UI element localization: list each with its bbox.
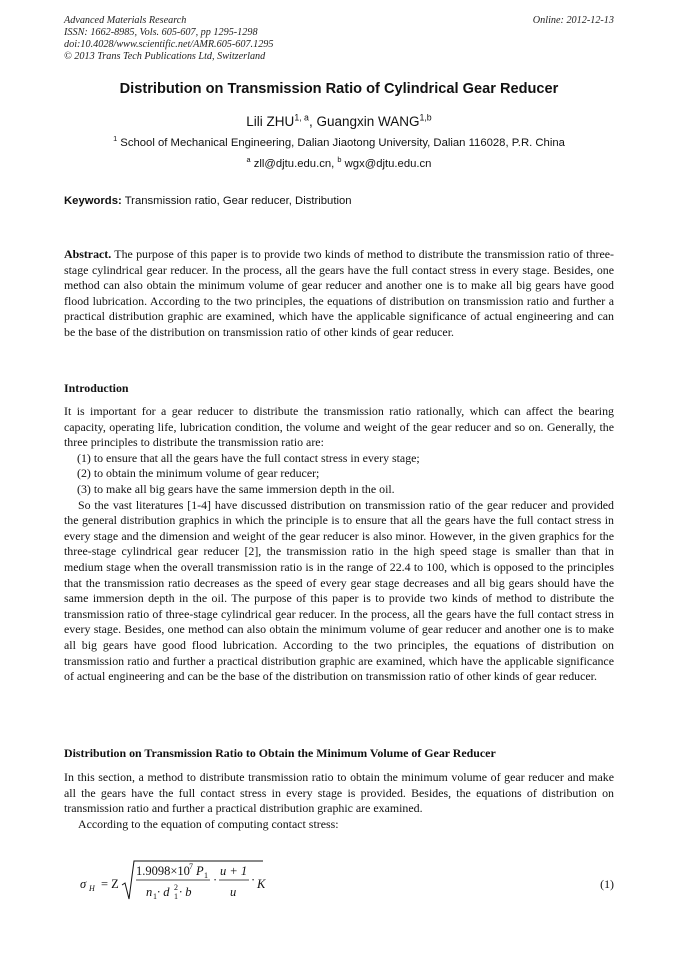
eq-den-n: n bbox=[146, 885, 153, 899]
eq-num-coef: 1.9098×10 bbox=[136, 864, 190, 878]
affiliation-sup: 1 bbox=[113, 134, 118, 144]
eq-sigma-sub: H bbox=[89, 884, 95, 893]
eq-num-p-sub: 1 bbox=[204, 871, 208, 880]
abstract-text: The purpose of this paper is to provide two kinds of method to distribute the transmission ratio of three-stage cylindrical gear reducer. In the process, all the gears have the full contact stress in every stage. Besides, one method can also obtain the minimum volume of gear reducer and another one is to make all big gears have good flood lubrication. According to the two principles, the equations of distribution on transmission ratio and further a practical distribution graphic are examined, which have the applicable significance of actual engineering and can be the base of the distribution on transmission ratio of other kinds of gear reducer. bbox=[64, 247, 614, 339]
email-b-sup: b bbox=[337, 155, 342, 165]
email-a-sup: a bbox=[246, 155, 251, 165]
email-b: wgx@djtu.edu.cn bbox=[341, 158, 432, 170]
intro-paragraph-2: So the vast literatures [1-4] have discussed distribution on transmission ratio of the gear reducer and provided the general distribution graphics in which the principle is to ensure that all the gears have the full contact stress in every stage and the dimension and weight of the gear reducer is also minor. However, in the given graphics for the three-stage cylindrical gear reducer [2], the transmission ratio in the high speed stage is smaller than that in medium stage when the overall transmission ratio is in the range of 22.4 to 100, which is opposed to the principles that the transmission ratio decreases as the speed of every gear stage decreases and all big gears should have the same immersion depth in the oil. The purpose of this paper is to provide two kinds of method to distribute the transmission ratio of three-stage cylindrical gear reducer. In the process, all the gears have the full contact stress in every stage. Besides, one method can also obtain the minimum volume of gear reducer and another one is to make all big gears have good flood lubrication. According to the two principles, the equations of distribution on transmission ratio and further a practical distribution graphic are examined, which have the applicable significance of actual engineering and can be the base of the distribution on transmission ratio of other kinds of gear reducer. bbox=[64, 497, 614, 684]
affiliation-text: School of Mechanical Engineering, Dalian Jiaotong University, Dalian 116028, P.R. China bbox=[117, 137, 565, 149]
eq-frac2-den: u bbox=[230, 885, 237, 899]
keywords-label: Keywords: bbox=[64, 195, 122, 207]
contact-stress-equation bbox=[78, 858, 618, 904]
eq-dot-2: · bbox=[251, 873, 256, 887]
keywords bbox=[64, 195, 614, 207]
eq-equals-z: = Z bbox=[101, 877, 119, 891]
introduction-body bbox=[64, 404, 614, 685]
intro-list-item-3: (3) to make all big gears have the same immersion depth in the oil. bbox=[77, 481, 395, 496]
eq-frac2-num: u + 1 bbox=[220, 864, 248, 878]
eq-den-b: · b bbox=[179, 885, 192, 899]
eq-den-d: · d bbox=[157, 885, 170, 899]
eq-den-d-sup: 2 bbox=[174, 883, 178, 892]
eq-dot-1: · bbox=[213, 873, 218, 887]
doi-line: doi:10.4028/www.scientific.net/AMR.605-607.1295 bbox=[64, 39, 274, 50]
eq-den-d-sub: 1 bbox=[174, 892, 178, 901]
section-1-paragraph-1: In this section, a method to distribute transmission ratio to obtain the minimum volume of gear reducer and make all the gears have the full contact stress in every stage is provided. Besides, the equations of distribution on transmission ratio and further a practical distribution graphic are examined. bbox=[64, 770, 614, 816]
section-1-heading: Distribution on Transmission Ratio to Obtain the Minimum Volume of Gear Reducer bbox=[64, 746, 496, 760]
author-1-sup: 1, a bbox=[294, 112, 309, 123]
issn-line: ISSN: 1662-8985, Vols. 605-607, pp 1295-1298 bbox=[64, 27, 258, 38]
keywords-text: Transmission ratio, Gear reducer, Distribution bbox=[121, 195, 352, 207]
eq-sigma: σ bbox=[80, 877, 87, 891]
eq-num-exp: 7 bbox=[189, 862, 193, 871]
paper-title: Distribution on Transmission Ratio of Cylindrical Gear Reducer bbox=[119, 81, 559, 97]
introduction-heading: Introduction bbox=[64, 381, 129, 395]
eq-k: K bbox=[257, 877, 266, 891]
section-1-paragraph-2: According to the equation of computing contact stress: bbox=[78, 816, 339, 831]
abstract bbox=[64, 247, 614, 341]
equation-number: (1) bbox=[600, 877, 614, 891]
section-1-body bbox=[64, 770, 614, 832]
author-2-name: Guangxin WANG bbox=[316, 114, 420, 129]
online-date: Online: 2012-12-13 bbox=[532, 15, 614, 26]
journal-name: Advanced Materials Research bbox=[64, 15, 187, 26]
author-1-name: Lili ZHU bbox=[246, 114, 295, 129]
intro-paragraph-1: It is important for a gear reducer to distribute the transmission ratio rationally, which can affect the bearing capacity, operating life, lubrication condition, the volume and weight of the gear reducer and so on. Generally, the three principles to distribute the transmission ratio are: bbox=[64, 404, 614, 450]
author-line bbox=[0, 114, 678, 129]
email-line bbox=[0, 155, 678, 170]
author-2-sup: 1,b bbox=[419, 112, 432, 123]
affiliation bbox=[0, 134, 678, 149]
intro-list-item-2: (2) to obtain the minimum volume of gear reducer; bbox=[77, 466, 320, 481]
email-a: zll@djtu.edu.cn, bbox=[250, 158, 338, 170]
eq-num-p: P bbox=[196, 864, 204, 878]
journal-header bbox=[64, 15, 273, 63]
eq-den-n-sub: 1 bbox=[153, 892, 157, 901]
copyright-line: © 2013 Trans Tech Publications Ltd, Switzerland bbox=[64, 51, 266, 62]
abstract-label: Abstract. bbox=[64, 247, 112, 261]
intro-list-item-1: (1) to ensure that all the gears have the full contact stress in every stage; bbox=[77, 450, 420, 465]
author-separator: , bbox=[308, 114, 317, 129]
